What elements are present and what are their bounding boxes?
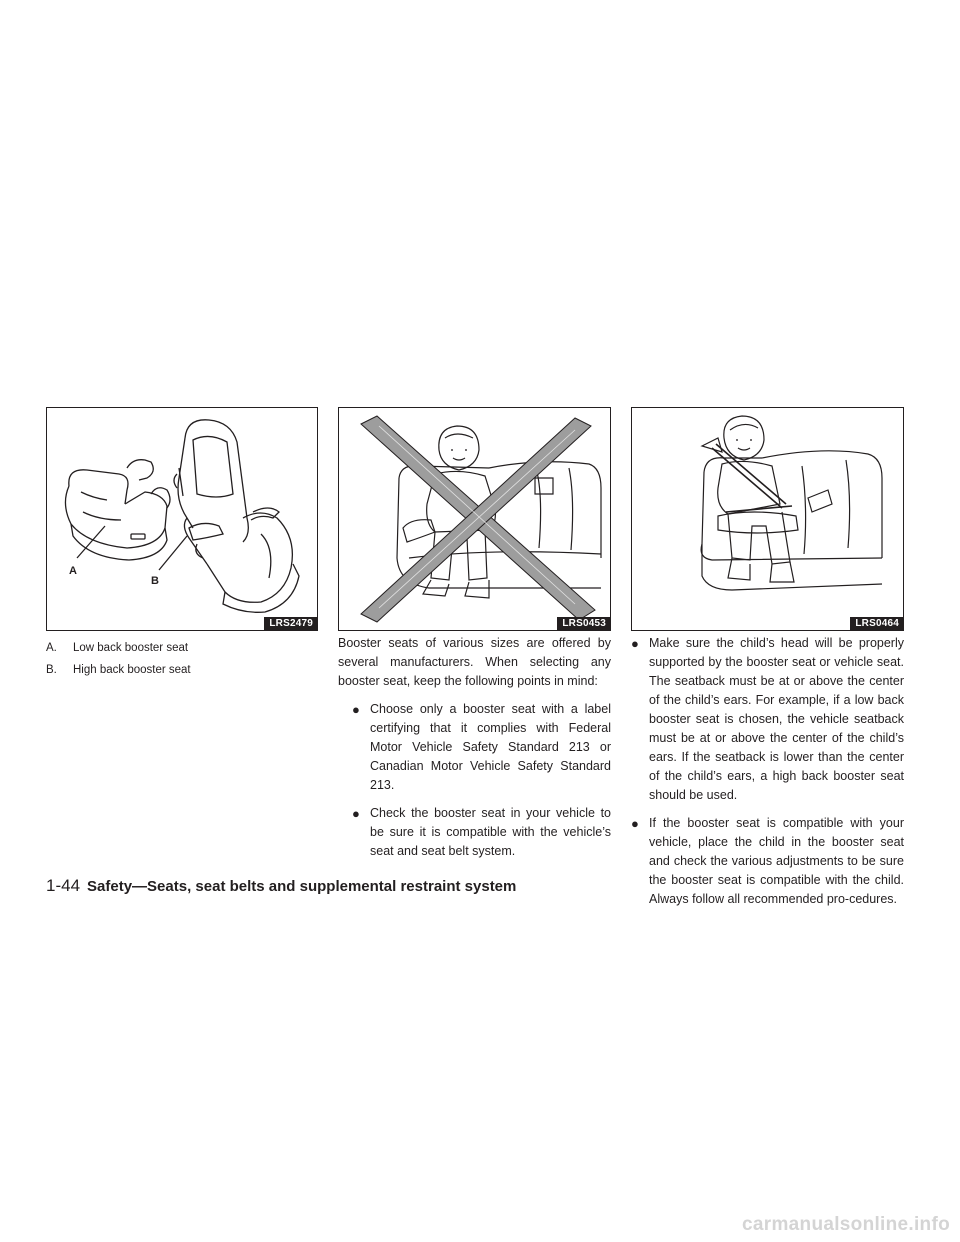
figure-incorrect-seating <box>338 407 611 631</box>
bullet-item <box>352 804 611 861</box>
page-number: 1-44 <box>46 876 81 895</box>
watermark: carmanualsonline.info <box>742 1214 950 1235</box>
bullet-text: Check the booster seat in your vehicle to be sure it is compatible with the vehicle’s seat and seat belt system. <box>370 806 611 858</box>
bullet-text: Make sure the child’s head will be properly supported by the booster seat or vehicle seat. The seatback must be at or above the center of the child’s ears. For example, if a low back booster seat is chosen, the vehicle seatback must be at or above the center of the child’s ears. If the seatback is lower than the center of the child’s ears, a high back booster seat should be used. <box>649 636 904 802</box>
figure-code: LRS0464 <box>850 617 903 630</box>
bullet-item <box>631 814 904 909</box>
caption-text: Low back booster seat <box>73 642 189 654</box>
bullet-text: Choose only a booster seat with a label certifying that it complies with Federal Motor Vehicle Safety Standard 213 or Canadian Motor Vehicle Safety Standard 213. <box>370 702 611 792</box>
right-column <box>631 634 904 909</box>
figure-booster-seats <box>46 407 318 631</box>
middle-column <box>338 634 611 861</box>
bullet-item <box>631 634 904 805</box>
figure-code: LRS0453 <box>557 617 610 630</box>
caption-text: High back booster seat <box>73 664 191 676</box>
figure-code: LRS2479 <box>264 617 317 630</box>
label-a: A <box>69 565 77 577</box>
bullet-item <box>352 700 611 795</box>
caption-key: A. <box>46 642 57 654</box>
figure-correct-seating <box>631 407 904 631</box>
figure-captions <box>46 640 318 684</box>
booster-seats-illustration <box>47 408 318 631</box>
caption-item <box>46 640 318 656</box>
incorrect-seating-illustration <box>339 408 611 631</box>
bullet-glyph: ● <box>631 816 639 831</box>
correct-seating-illustration <box>632 408 904 631</box>
label-b: B <box>151 575 159 587</box>
intro-paragraph: Booster seats of various sizes are offered by several manufacturers. When selecting any booster seat, keep the following points in mind: <box>338 636 611 688</box>
bullet-glyph: ● <box>631 636 639 651</box>
caption-key: B. <box>46 664 57 676</box>
bullet-text: If the booster seat is compatible with your vehicle, place the child in the booster seat and check the various adjustments to be sure the booster seat is compatible with the child. Always follow all recommended pro-cedures. <box>649 816 904 906</box>
bullet-glyph: ● <box>352 702 360 717</box>
page-footer <box>46 876 516 896</box>
bullet-glyph: ● <box>352 806 360 821</box>
caption-item <box>46 662 318 678</box>
section-title: Safety—Seats, seat belts and supplemental restraint system <box>87 878 517 895</box>
